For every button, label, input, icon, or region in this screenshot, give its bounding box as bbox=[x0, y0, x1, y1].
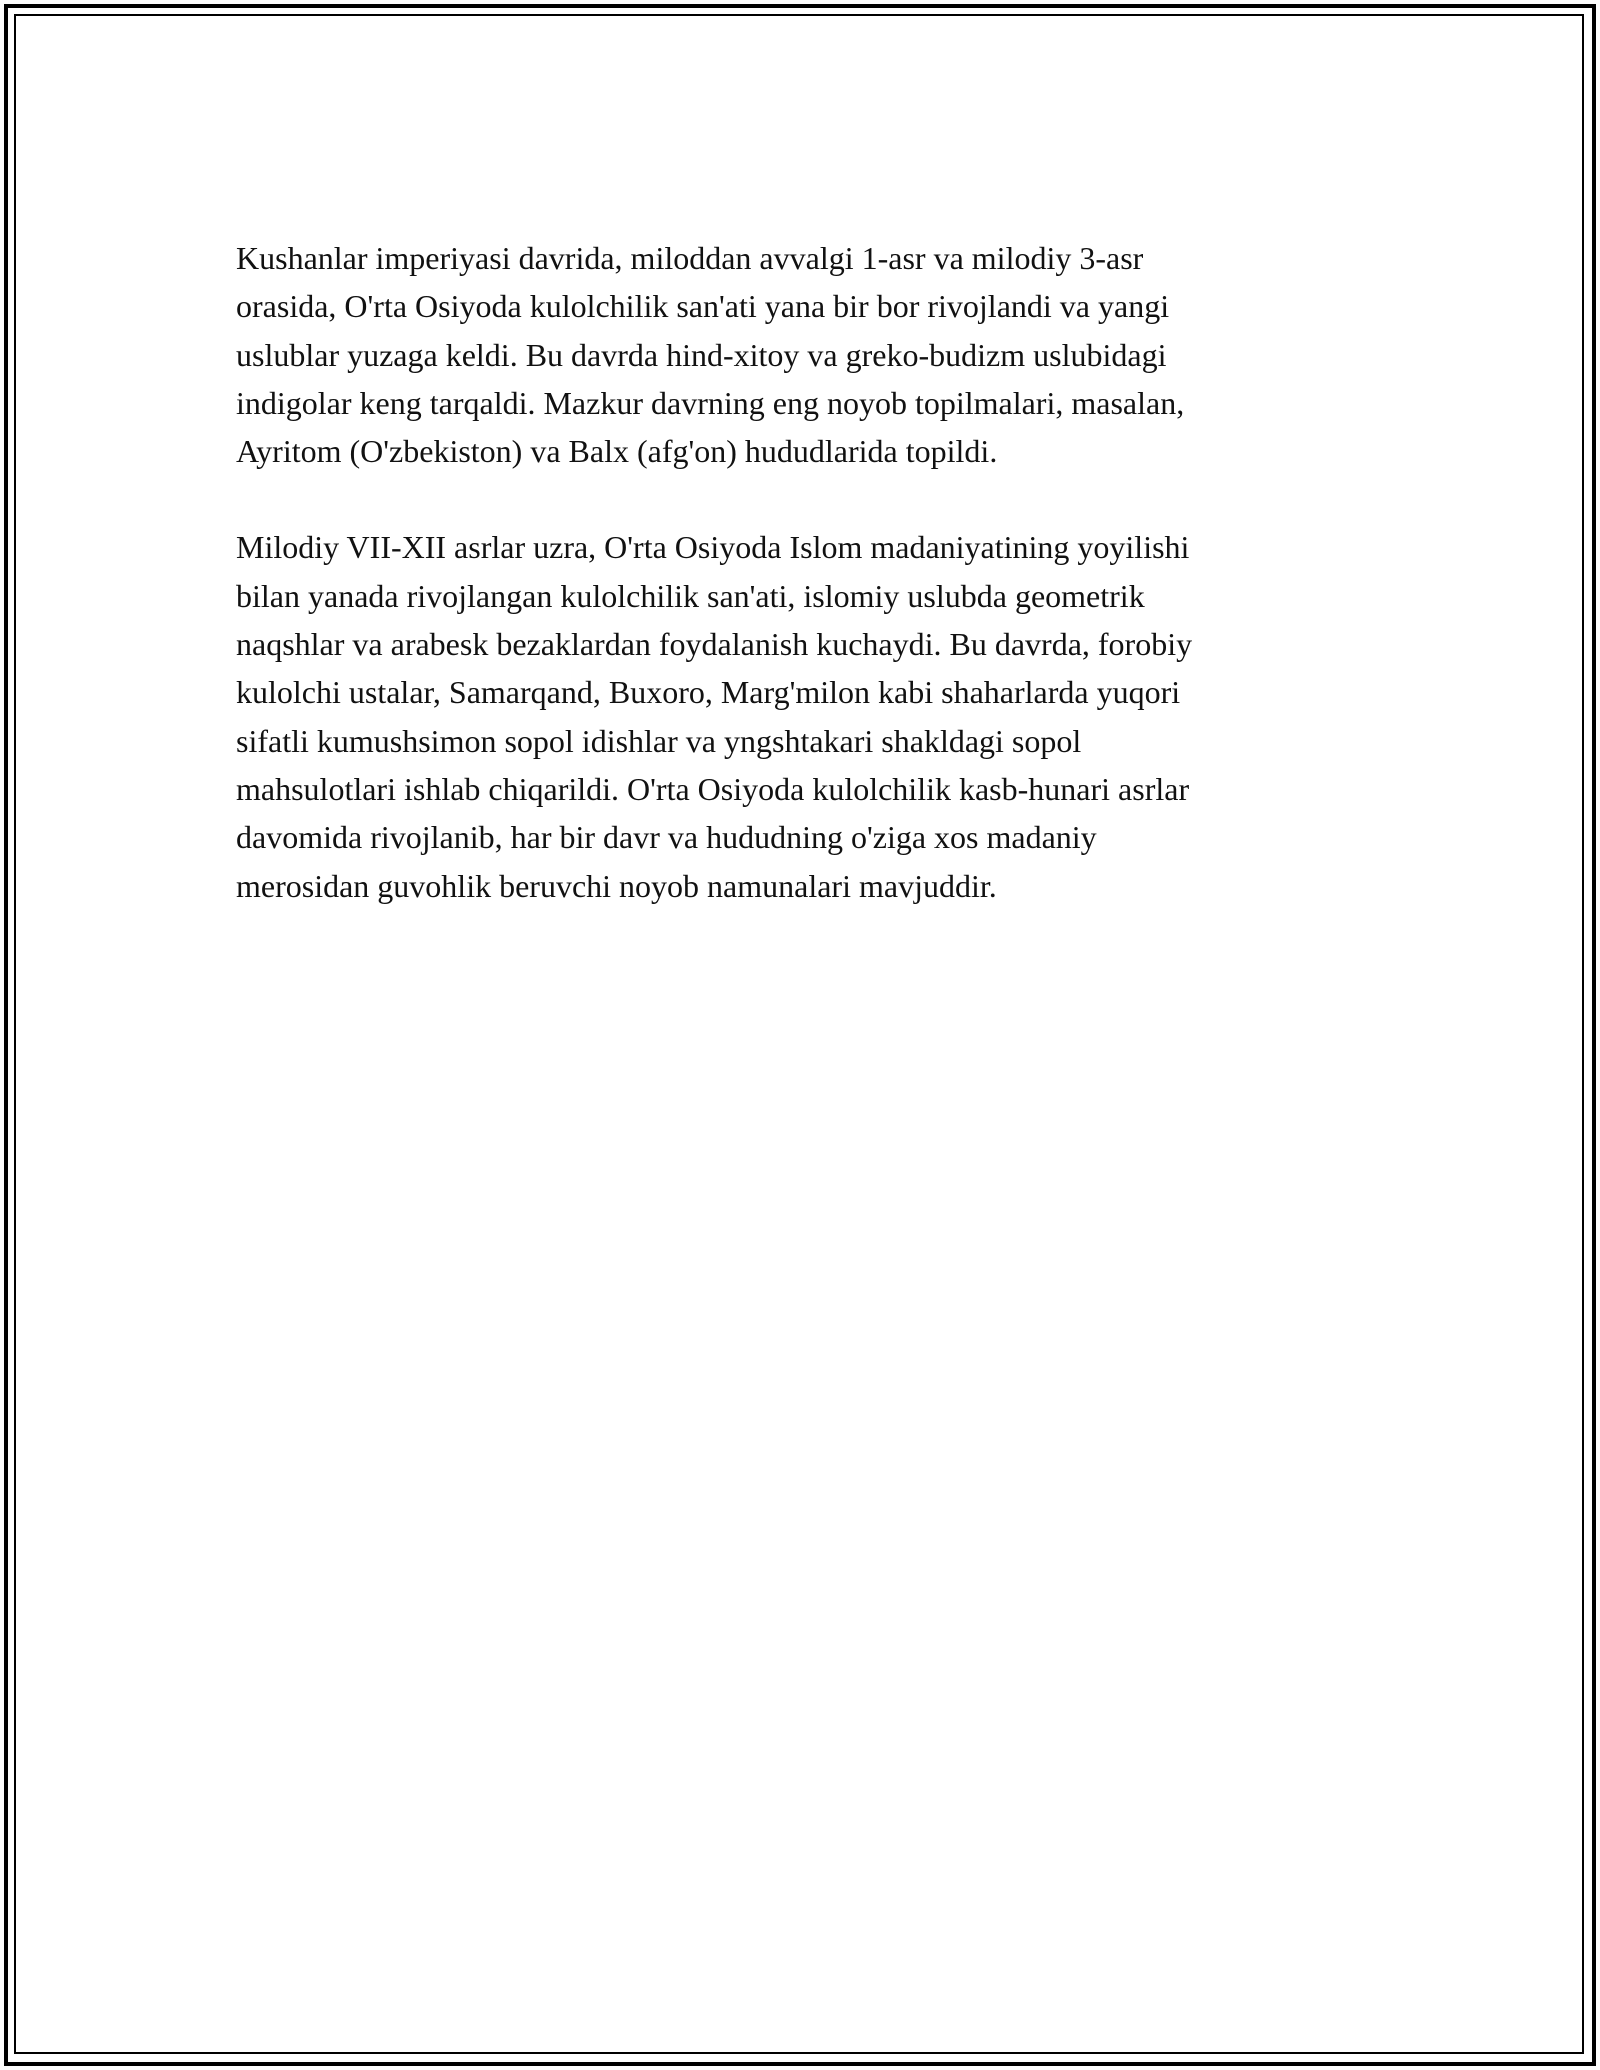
document-body bbox=[236, 234, 1366, 958]
text-line: Kushanlar imperiyasi davrida, miloddan avvalgi 1-asr va milodiy 3-asr bbox=[236, 240, 1144, 276]
text-line: sifatli kumushsimon sopol idishlar va yngshtakari shakldagi sopol bbox=[236, 722, 1082, 759]
paragraph-kushan-period bbox=[236, 234, 1366, 475]
text-line: davomida rivojlanib, har bir davr va hududning o'ziga xos madaniy bbox=[236, 819, 1097, 856]
text-line: orasida, O'rta Osiyoda kulolchilik san'ati yana bir bor rivojlandi va yangi bbox=[236, 288, 1170, 325]
paragraph-islamic-period bbox=[236, 523, 1366, 909]
text-line: kulolchi ustalar, Samarqand, Buxoro, Marg'milon kabi shaharlarda yuqori bbox=[236, 674, 1181, 711]
text-line: indigolar keng tarqaldi. Mazkur davrning eng noyob topilmalari, masalan, bbox=[236, 384, 1185, 421]
text-line: Ayritom (O'zbekiston) va Balx (afg'on) hududlarida topildi. bbox=[236, 433, 998, 470]
text-line: merosidan guvohlik beruvchi noyob namunalari mavjuddir. bbox=[236, 867, 997, 904]
text-line: bilan yanada rivojlangan kulolchilik san'ati, islomiy uslubda geometrik bbox=[236, 577, 1145, 614]
text-line: Milodiy VII-XII asrlar uzra, O'rta Osiyoda Islom madaniyatining yoyilishi bbox=[236, 529, 1190, 566]
text-line: mahsulotlari ishlab chiqarildi. O'rta Osiyoda kulolchilik kasb-hunari asrlar bbox=[236, 770, 1190, 807]
text-line: uslublar yuzaga keldi. Bu davrda hind-xitoy va greko-budizm uslubidagi bbox=[236, 336, 1167, 373]
text-line: naqshlar va arabesk bezaklardan foydalanish kuchaydi. Bu davrda, forobiy bbox=[236, 626, 1193, 663]
